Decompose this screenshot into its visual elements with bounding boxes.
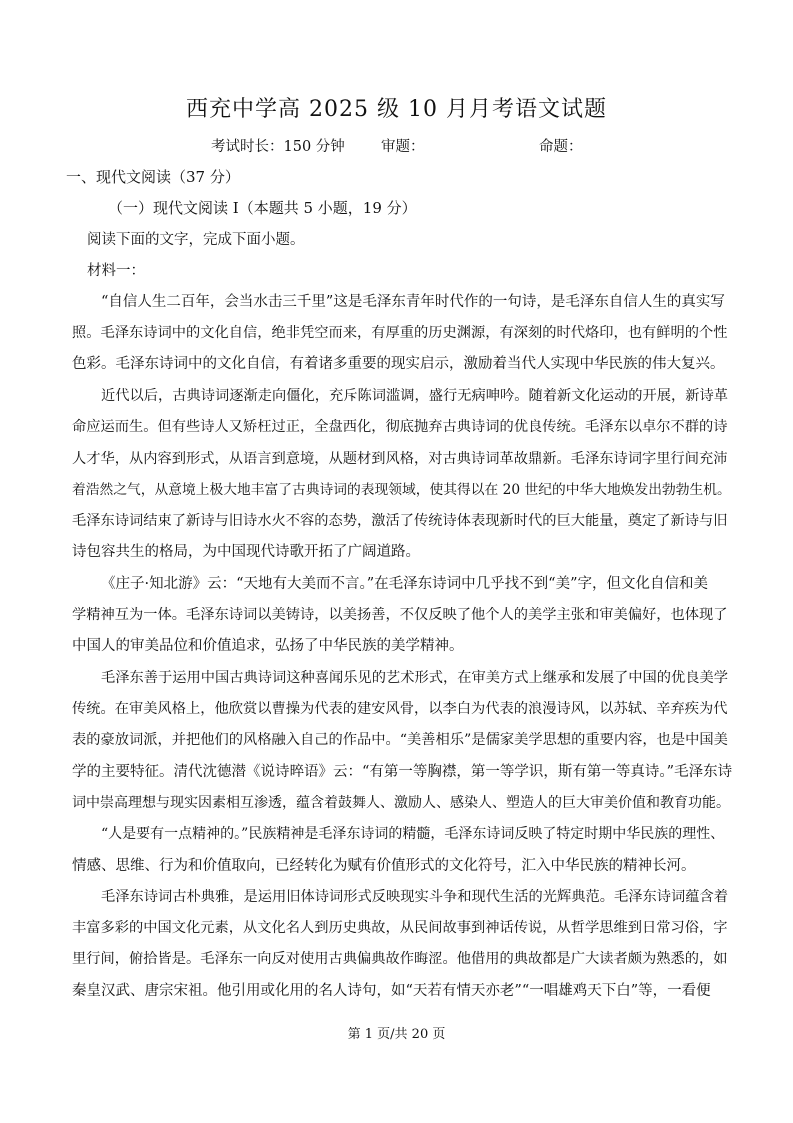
text-line: 词中崇高理想与现实因素相互渗透，蕴含着鼓舞人、激励人、感染人、塑造人的巨大审美价值和教育功能。 — [72, 795, 730, 811]
text-line: 丰富多彩的中国文化元素，从文化名人到历史典故，从民间故事到神话传说，从哲学思维到日常习俗，字 — [72, 920, 728, 936]
text-line: 秦皇汉武、唐宗宋祖。他引用或化用的名人诗句，如“天若有情天亦老”“一唱雄鸡天下白”等，一看便 — [72, 983, 711, 999]
reading-instruction: 阅读下面的文字，完成下面小题。 — [87, 232, 305, 248]
text-line: 着浩然之气，从意境上极大地丰富了古典诗词的表现领域，使其得以在 20 世纪的中华大地焕发出勃勃生机。 — [72, 482, 731, 498]
text-line: 人才华，从内容到形式，从语言到意境，从题材到风格，对古典诗词革故鼎新。毛泽东诗词字里行间充沛 — [72, 451, 728, 467]
text-line: 里行间，俯拾皆是。毛泽东一向反对使用古典偏典故作晦涩。他借用的典故都是广大读者颇为熟悉的，如 — [72, 951, 728, 967]
text-line: 传统。在审美风格上，他欣赏以曹操为代表的建安风骨，以李白为代表的浪漫诗风，以苏轼、辛弃疾为代 — [72, 701, 728, 717]
exam-duration: 考试时长：150 分钟 — [211, 139, 345, 155]
text-line: 学精神互为一体。毛泽东诗词以美铸诗，以美扬善，不仅反映了他个人的美学主张和审美偏好，也体现了 — [72, 607, 728, 623]
page-number-footer: 第 1 页/共 20 页 — [347, 1027, 446, 1042]
section-heading: 一、现代文阅读（37 分） — [66, 168, 240, 186]
text-line: 诗包容共生的格局，为中国现代诗歌开拓了广阔道路。 — [72, 544, 420, 560]
material-label: 材料一： — [87, 263, 145, 279]
text-line: 命应运而生。但有些诗人又矫枉过正，全盘西化，彻底抛弃古典诗词的优良传统。毛泽东以卓尔不群的诗 — [72, 419, 728, 435]
subsection-heading: （一）现代文阅读 I（本题共 5 小题，19 分） — [108, 199, 417, 217]
text-line: “人是要有一点精神的。”民族精神是毛泽东诗词的精髓，毛泽东诗词反映了特定时期中华民族的理性、 — [101, 826, 725, 842]
text-line: 情感、思维、行为和价值取向，已经转化为赋有价值形式的文化符号，汇入中华民族的精神长河。 — [72, 858, 696, 874]
text-line: 表的豪放词派，并把他们的风格融入自己的作品中。“美善相乐”是儒家美学思想的重要内容，也是中国美 — [72, 732, 728, 748]
text-line: 毛泽东诗词结束了新诗与旧诗水火不容的态势，激活了传统诗体表现新时代的巨大能量，奠定了新诗与旧 — [72, 513, 728, 529]
text-line: 毛泽东善于运用中国古典诗词这种喜闻乐见的艺术形式，在审美方式上继承和发展了中国的优良美学 — [101, 670, 729, 686]
text-line: 中国人的审美品位和价值追求，弘扬了中华民族的美学精神。 — [72, 638, 464, 654]
text-line: 色彩。毛泽东诗词中的文化自信，有着诸多重要的现实启示，激励着当代人实现中华民族的伟大复兴。 — [72, 356, 725, 372]
text-line: 照。毛泽东诗词中的文化自信，绝非凭空而来，有厚重的历史渊源，有深刻的时代烙印，也有鲜明的个性 — [72, 325, 728, 341]
exam-meta — [0, 135, 793, 155]
setter-label: 命题： — [539, 139, 583, 155]
text-line: “自信人生二百年，会当水击三千里”这是毛泽东青年时代作的一句诗，是毛泽东自信人生的真实写 — [101, 294, 725, 310]
text-line: 《庄子·知北游》云：“天地有大美而不言。”在毛泽东诗词中几乎找不到“美”字，但文化自信和美 — [101, 576, 709, 592]
text-line: 学的主要特征。清代沈德潜《说诗晬语》云：“有第一等胸襟，第一等学识，斯有第一等真诗。”毛泽东诗 — [72, 764, 733, 780]
reviewer-label: 审题： — [381, 139, 425, 155]
text-line: 毛泽东诗词古朴典雅，是运用旧体诗词形式反映现实斗争和现代生活的光辉典范。毛泽东诗词蕴含着 — [101, 889, 729, 905]
exam-title: 西充中学高 2025 级 10 月月考语文试题 — [186, 97, 607, 122]
text-line: 近代以后，古典诗词逐渐走向僵化，充斥陈词滥调，盛行无病呻吟。随着新文化运动的开展，新诗革 — [101, 388, 729, 404]
